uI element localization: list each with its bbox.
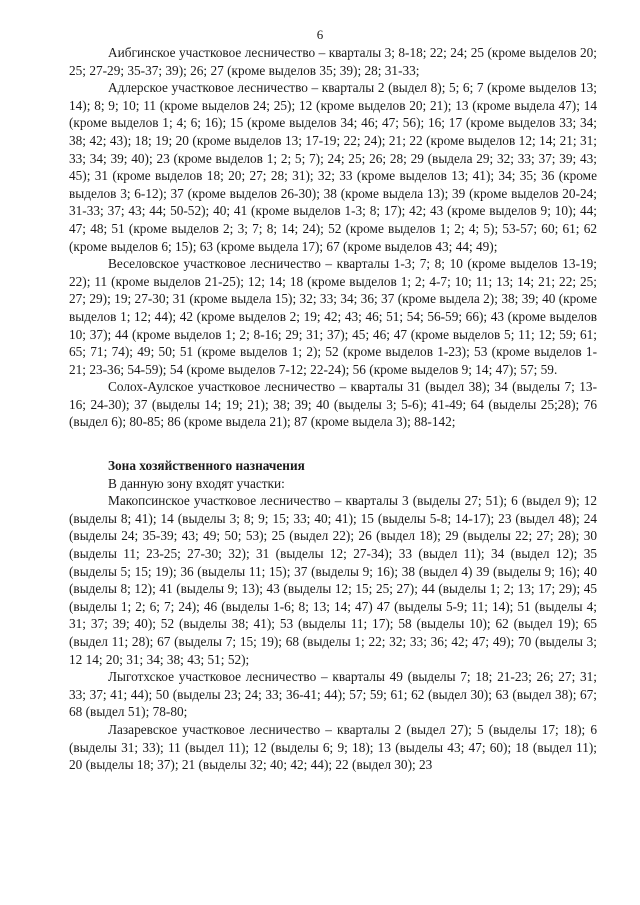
paragraph-makopsinskoe: Макопсинское участковое лесничество – кварталы 3 (выделы 27; 51); 6 (выдел 9); 12 (выделы 8; 41); 14 (выделы 3; 8; 9; 15; 33; 40; 41); 15 (выделы 5-8; 14-17); 23 (выдел 48); 24 (выделы 24; 35-39; 43; 49; 50; 53); 25 (выдел 22); 26 (выдел 18); 29 (выделы 22; 27; 28); 30 (выделы 11; 23-25; 27-30; 32); 31 (выделы 12; 27-34); 33 (выдел 11); 34 (выдел 12); 35 (выделы 5; 15; 19); 36 (выделы 11; 15); 37 (выделы 9; 16); 38 (выдел 4) 39 (выделы 9; 16); 40 (выделы 8; 12); 41 (выделы 9; 13); 43 (выделы 12; 15; 25; 27); 44 (выделы 1; 2; 13; 17; 29); 45 (выделы 1; 2; 6; 7; 24); 46 (выделы 1-6; 8; 13; 14; 47) 47 (выделы 5-9; 11; 14); 51 (выделы 4; 31; 37; 39; 40); 52 (выделы 38; 41); 53 (выделы 11; 17); 58 (выделы 10); 62 (выдел 19); 65 (выдел 11; 28); 67 (выделы 7; 15; 19); 68 (выделы 1; 22; 32; 33; 36; 42; 47; 49); 70 (выделы 3; 12 14; 20; 31; 34; 38; 43; 51; 52); [69, 493, 597, 667]
paragraph-lazarevskoe: Лазаревское участковое лесничество – кварталы 2 (выдел 27); 5 (выделы 17; 18); 6 (выделы 31; 33); 11 (выдел 11); 12 (выделы 6; 9; 18); 13 (выделы 43; 47; 60); 18 (выдел 11); 20 (выделы 18; 37); 21 (выделы 32; 40; 42; 44); 22 (выдел 30); 23 [69, 721, 597, 773]
section-spacer [69, 431, 597, 457]
section-heading: Зона хозяйственного назначения [108, 458, 305, 474]
section-intro: В данную зону входят участки: [108, 475, 285, 491]
paragraph-adlerskoe: Адлерское участковое лесничество – кварталы 2 (выдел 8); 5; 6; 7 (кроме выделов 13; 14); 8; 9; 10; 11 (кроме выделов 24; 25); 12 (кроме выделов 20; 21); 13 (кроме выдела 47); 14 (кроме выделов 1; 4; 6; 16); 15 (кроме выделов 34; 46; 47; 56); 16; 17 (кроме выделов 33; 34; 38; 42; 43); 18; 19; 20 (кроме выделов 13; 17-19; 22; 24); 21; 22 (кроме выделов 12; 14; 21; 31; 33; 34; 39; 40); 23 (кроме выделов 1; 2; 5; 7); 24; 25; 26; 28; 29 (выдела 29; 32; 33; 37; 39; 43; 45); 31 (кроме выделов 18; 20; 27; 28; 31); 32; 33 (кроме выделов 13; 41); 34; 35; 36 (кроме выделов 3; 6-12); 37 (кроме выделов 26-30); 38 (кроме выдела 13); 39 (кроме выделов 20-24; 31-33; 37; 43; 44; 50-52); 40; 41 (кроме выделов 1-3; 8; 17); 42; 43 (кроме выделов 9; 10); 44; 47; 48; 51 (кроме выделов 2; 3; 7; 8; 14; 24); 52 (кроме выделов 1; 2; 4; 5); 53-57; 60; 61; 62 (кроме выделов 6; 15); 63 (кроме выдела 17); 67 (кроме выделов 43; 44; 49); [69, 80, 597, 254]
document-body [69, 44, 597, 774]
paragraph-solokh-aulskoe: Солох-Аулское участковое лесничество – кварталы 31 (выдел 38); 34 (выделы 7; 13-16; 24-30); 37 (выделы 14; 19; 21); 38; 39; 40 (выделы 3; 5-6); 41-49; 64 (выделы 25;28); 76 (выдел 6); 80-85; 86 (кроме выдела 21); 87 (кроме выдела 3); 88-142; [69, 379, 597, 430]
paragraph-lygotkhskoe: Лыготхское участковое лесничество – кварталы 49 (выделы 7; 18; 21-23; 26; 27; 31; 33; 37; 41; 44); 50 (выделы 23; 24; 33; 36-41; 44); 57; 59; 61; 62 (выдел 30); 63 (выдел 38); 67; 68 (выдел 51); 78-80; [69, 669, 597, 720]
page-number: 6 [316, 27, 324, 42]
paragraph-aibginskoe: Аибгинское участковое лесничество – кварталы 3; 8-18; 22; 24; 25 (кроме выделов 20; 25; 27-29; 35-37; 39); 26; 27 (кроме выделов 35; 39); 28; 31-33; [69, 45, 597, 78]
paragraph-veselovskoe: Веселовское участковое лесничество – кварталы 1-3; 7; 8; 10 (кроме выделов 13-19; 22); 11 (кроме выделов 21-25); 12; 14; 18 (кроме выделов 1; 2; 4-7; 10; 11; 13; 14; 21; 22; 25; 27; 29); 19; 27-30; 31 (кроме выдела 15); 32; 33; 34; 36; 37 (кроме выдела 2); 38; 39; 40 (кроме выделов 1; 12; 44); 42 (кроме выделов 2; 19; 42; 43; 46; 51; 54; 56-59; 66); 43 (кроме выделов 10; 37); 44 (кроме выделов 1; 2; 8-16; 29; 31; 37); 45; 46; 47 (кроме выделов 5; 11; 12; 59; 61; 65; 71; 74); 49; 50; 51 (кроме выделов 1; 2); 52 (кроме выделов 1-23); 53 (кроме выделов 1-21; 23-36; 54-59); 54 (кроме выделов 7-12; 22-24); 56 (кроме выделов 9; 14; 47); 57; 59. [69, 256, 597, 377]
